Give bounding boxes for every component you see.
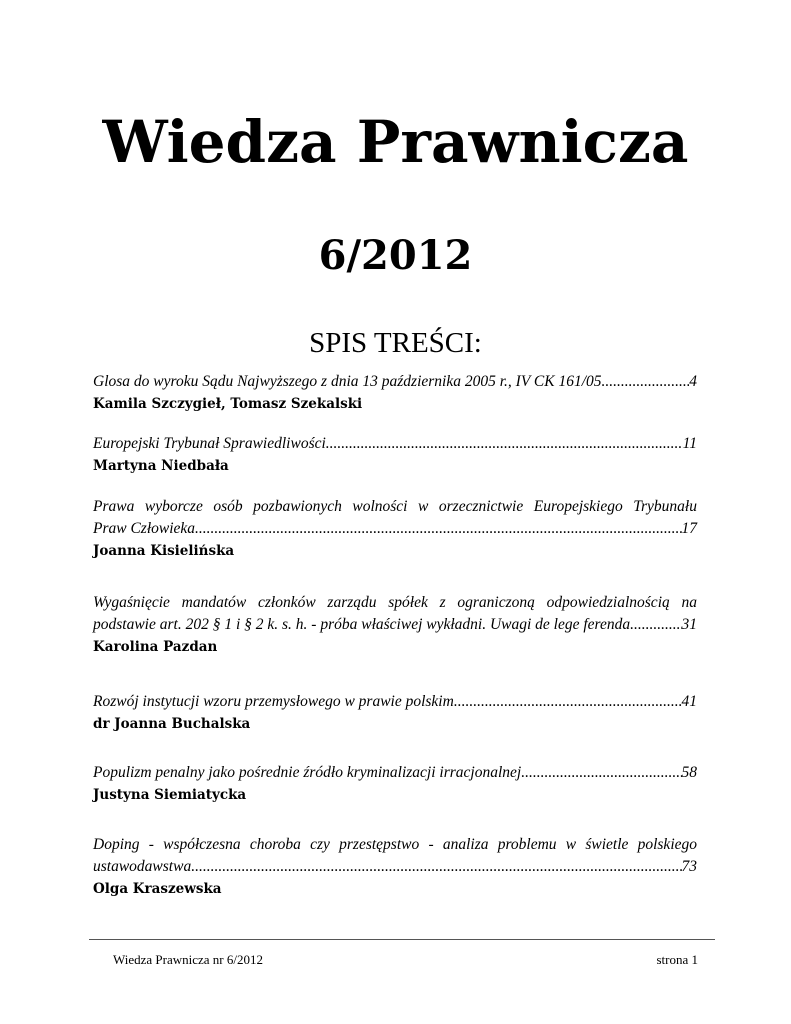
toc-entry-page: 11 (682, 435, 697, 452)
toc-entry-author: Kamila Szczygieł, Tomasz Szekalski (93, 396, 363, 412)
toc-entry-title-line: Populizm penalny jako pośrednie źródło kryminalizacji irracjonalnej ..... 58 (93, 762, 697, 784)
toc-entry-author: Justyna Siemiatycka (93, 787, 247, 803)
toc-entry (93, 762, 697, 806)
footer-journal-label: Wiedza Prawnicza nr 6/2012 (113, 952, 264, 967)
toc-entry-author: Olga Kraszewska (93, 881, 222, 897)
toc-entry-author: Martyna Niedbała (93, 458, 229, 474)
toc-entry-page: 58 (681, 764, 697, 781)
issue-number: 6/2012 (318, 232, 473, 279)
toc-entry (93, 371, 697, 415)
toc-entry (93, 496, 697, 562)
toc-entry-page: 4 (689, 373, 697, 390)
toc-entry-title-line: Rozwój instytucji wzoru przemysłowego w prawie polskim ..... 41 (93, 691, 697, 713)
toc-entry-page: 73 (681, 858, 697, 875)
toc-entry (93, 592, 697, 658)
toc-entry-page: 41 (681, 693, 697, 710)
toc-entry (93, 834, 697, 900)
toc-entry-author: Karolina Pazdan (93, 639, 218, 655)
toc-heading: SPIS TREŚCI: (309, 327, 482, 359)
footer-divider (89, 939, 715, 940)
toc-entry-title-line: Glosa do wyroku Sądu Najwyższego z dnia 13 października 2005 r., IV CK 161/05 ..... 4 (93, 371, 697, 393)
toc-entry (93, 691, 697, 735)
toc-entry-page: 17 (681, 520, 697, 537)
toc-entry-title-line: podstawie art. 202 § 1 i § 2 k. s. h. - próba właściwej wykładni. Uwagi de lege ferenda ..... 31 (93, 614, 697, 636)
toc-entry-page: 31 (681, 616, 697, 633)
toc-entry-title-line: Europejski Trybunał Sprawiedliwości ..... 11 (93, 433, 697, 455)
toc-entry-author: Joanna Kisielińska (93, 543, 235, 559)
toc-entry-title-line: ustawodawstwa ..... 73 (93, 856, 697, 878)
toc-entry (93, 433, 697, 477)
toc-entry-title-line: Doping - współczesna choroba czy przestępstwo - analiza problemu w świetle polskiego (93, 836, 697, 853)
toc-entry-title-line: Praw Człowieka ..... 17 (93, 518, 697, 540)
footer-page-number: strona 1 (656, 952, 698, 967)
toc-entry-author: dr Joanna Buchalska (93, 716, 251, 732)
toc-entry-title-line: Prawa wyborcze osób pozbawionych wolności w orzecznictwie Europejskiego Trybunału (93, 498, 697, 515)
journal-title: Wiedza Prawnicza (102, 108, 689, 176)
toc-entry-title-line: Wygaśnięcie mandatów członków zarządu spółek z ograniczoną odpowiedzialnością na (93, 594, 697, 611)
